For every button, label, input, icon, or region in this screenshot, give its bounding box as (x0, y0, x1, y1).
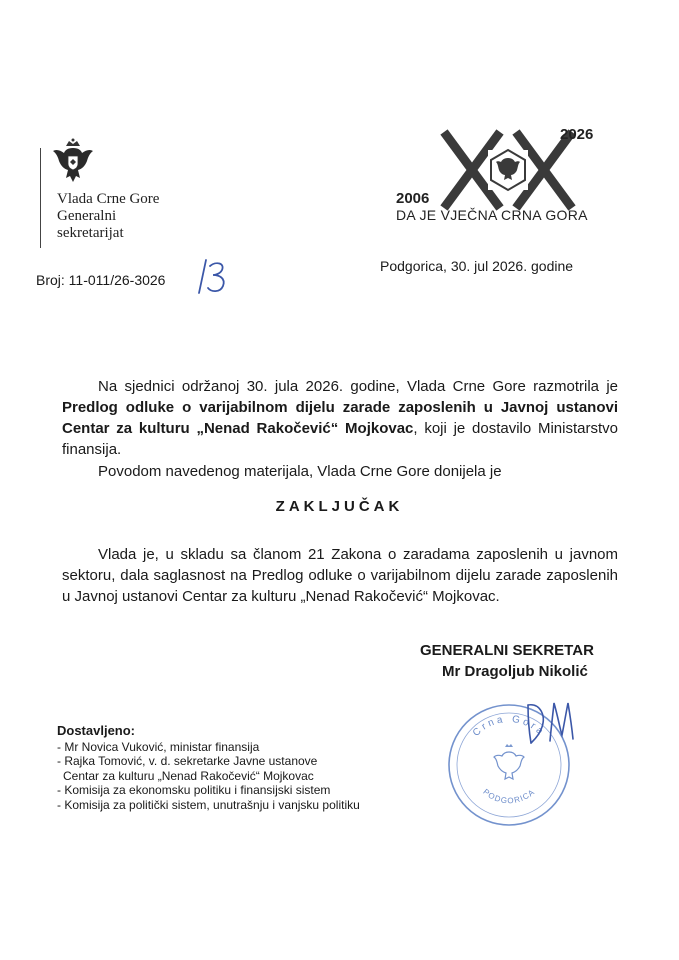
header-divider (40, 148, 41, 248)
institution-line: Vlada Crne Gore (57, 191, 160, 207)
institution-line: sekretarijat (57, 225, 124, 241)
institution-name (57, 191, 159, 242)
proposal-title: Predlog odluke o varijabilnom dijelu zarade zaposlenih u Javnoj ustanovi Centar za kulturu „Nenad Rakočević“ Mojkovac (62, 399, 618, 437)
handwritten-signature (520, 695, 580, 755)
distribution-item: - Komisija za politički sistem, unutrašnju i vanjsku politiku (57, 797, 360, 812)
conclusion-text: Vlada je, u skladu sa članom 21 Zakona o zaradama zaposlenih u javnom sektoru, dala saglasnost na Predlog odluke o varijabilnom dijelu zarade zaposlenih u Javnoj ustanovi Centar za kulturu „Nenad Rakočević“ Mojkovac. (62, 546, 618, 605)
distribution-title: Dostavljeno: (57, 723, 136, 738)
body-paragraph-intro (62, 376, 618, 460)
jubilee-logo (388, 118, 618, 228)
signatory-name: Mr Dragoljub Nikolić (442, 663, 588, 680)
body-paragraph-conclusion (62, 544, 618, 607)
jubilee-year-end: 2026 (560, 126, 594, 143)
place-and-date: Podgorica, 30. jul 2026. godine (380, 258, 574, 274)
coat-of-arms-icon (50, 138, 96, 190)
svg-text:PODGORICA: PODGORICA (481, 787, 537, 806)
body-paragraph-decision (62, 461, 618, 482)
intro-text: Na sjednici održanoj 30. jula 2026. godine, Vlada Crne Gore razmotrila je (98, 378, 618, 395)
jubilee-motto: DA JE VJEČNA CRNA GORA (396, 207, 588, 223)
intro-text-end: , koji je dostavilo Ministarstvo finansija. (62, 420, 618, 458)
jubilee-year-start: 2006 (396, 190, 430, 207)
distribution-list (57, 724, 360, 812)
reference-number: Broj: 11-011/26-3026 (36, 272, 166, 288)
conclusion-heading: ZAKLJUČAK (275, 498, 404, 515)
handwritten-reference-suffix (196, 256, 230, 296)
jubilee-xx-logo-icon (438, 128, 578, 212)
decision-text: Povodom navedenog materijala, Vlada Crne Gore donijela je (98, 463, 502, 480)
signature-block (420, 640, 640, 682)
signatory-title: GENERALNI SEKRETAR (420, 642, 594, 659)
svg-text:Crna Gora: Crna Gora (470, 713, 548, 739)
institution-line: Generalni (57, 208, 117, 224)
distribution-item: - Rajka Tomović, v. d. sekretarke Javne ustanove (57, 754, 318, 768)
distribution-item: - Komisija za ekonomsku politiku i finansijski sistem (57, 783, 331, 797)
distribution-item-continuation: Centar za kulturu „Nenad Rakočević“ Mojkovac (63, 768, 314, 783)
distribution-item: - Mr Novica Vuković, ministar finansija (57, 739, 260, 754)
